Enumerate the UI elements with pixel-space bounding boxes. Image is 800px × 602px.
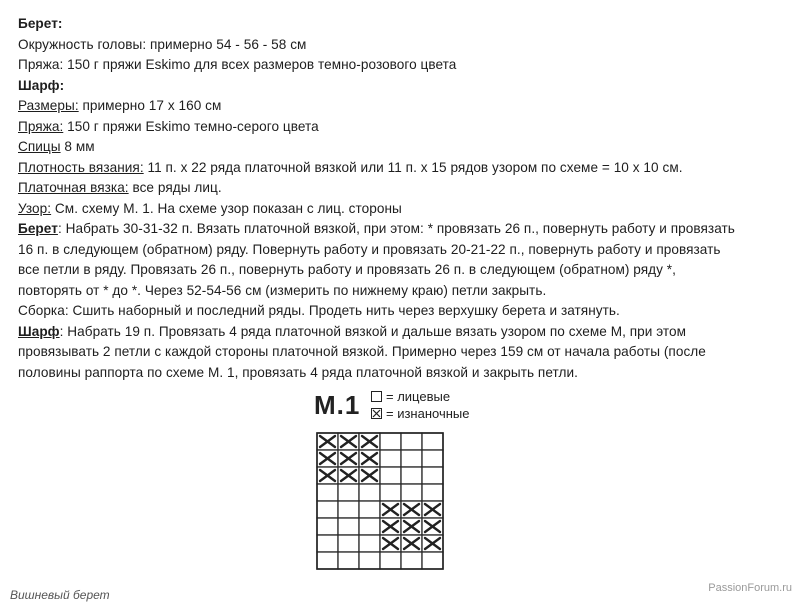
knit-stitch-cell bbox=[401, 552, 422, 569]
text-line bbox=[18, 322, 788, 343]
purl-stitch-cell bbox=[401, 518, 422, 535]
knit-stitch-cell bbox=[380, 552, 401, 569]
text-line bbox=[18, 342, 788, 363]
purl-stitch-cell bbox=[401, 501, 422, 518]
text-line bbox=[18, 281, 788, 302]
text-run: половины раппорта по схеме М. 1, провязать 4 ряда платочной вязкой и закрыть петли. bbox=[18, 364, 578, 380]
knit-stitch-cell bbox=[359, 535, 380, 552]
text-line bbox=[18, 301, 788, 322]
knit-stitch-cell bbox=[338, 518, 359, 535]
knit-stitch-cell bbox=[359, 518, 380, 535]
purl-stitch-cell bbox=[380, 518, 401, 535]
pattern-text bbox=[18, 14, 788, 383]
cross-mark bbox=[372, 409, 381, 418]
knit-stitch-cell bbox=[380, 433, 401, 450]
text-line bbox=[18, 14, 788, 35]
text-run: Окружность головы: примерно 54 - 56 - 58 см bbox=[18, 36, 307, 52]
text-run: Узор: bbox=[18, 200, 52, 216]
knit-stitch-cell bbox=[338, 501, 359, 518]
purl-stitch-cell bbox=[422, 518, 443, 535]
photo-caption: Вишневый берет bbox=[10, 588, 110, 602]
text-run: все петли в ряду. Провязать 26 п., повернуть работу и провязать 26 п. в следующем (обратном) ряду *, bbox=[18, 262, 676, 277]
chart-title: М.1 bbox=[314, 390, 361, 420]
text-line bbox=[18, 35, 788, 56]
knit-stitch-cell bbox=[359, 552, 380, 569]
purl-stitch-cell bbox=[317, 467, 338, 484]
text-run: Берет: bbox=[18, 16, 63, 31]
knit-stitch-cell bbox=[317, 518, 338, 535]
text-run: Шарф: bbox=[18, 77, 65, 93]
knit-stitch-cell bbox=[422, 467, 443, 484]
text-line bbox=[18, 199, 788, 220]
text-line bbox=[18, 363, 788, 384]
text-run: 150 г пряжи Eskimo темно-серого цвета bbox=[63, 118, 319, 134]
legend-item-purl bbox=[371, 406, 469, 421]
text-line bbox=[18, 158, 788, 179]
text-run: 8 мм bbox=[60, 139, 95, 154]
text-line bbox=[18, 219, 788, 240]
purl-stitch-cell bbox=[359, 467, 380, 484]
knit-stitch-cell bbox=[401, 484, 422, 501]
knit-stitch-cell bbox=[380, 484, 401, 501]
text-run: : Набрать 19 п. Провязать 4 ряда платочной вязкой и дальше вязать узором по схеме М, при этом bbox=[59, 323, 687, 339]
text-run: провязывать 2 петли с каждой стороны платочной вязкой. Примерно через 159 см от начала работы (после bbox=[18, 344, 706, 359]
knit-stitch-cell bbox=[401, 433, 422, 450]
purl-stitch-cell bbox=[338, 450, 359, 467]
text-line bbox=[18, 96, 788, 117]
purl-stitch-cell bbox=[359, 433, 380, 450]
knit-stitch-cell bbox=[380, 467, 401, 484]
legend-item-knit bbox=[371, 389, 450, 404]
purl-stitch-cell bbox=[338, 433, 359, 450]
purl-stitch-cell bbox=[317, 433, 338, 450]
text-run: Пряжа: 150 г пряжи Eskimo для всех размеров темно-розового цвета bbox=[18, 57, 457, 72]
knit-stitch-cell bbox=[317, 552, 338, 569]
blank-square-icon bbox=[371, 391, 382, 402]
crossed-square-icon bbox=[371, 408, 382, 419]
text-run: Размеры: bbox=[18, 98, 79, 113]
text-run: 16 п. в следующем (обратном) ряду. Повернуть работу и провязать 20-21-22 п., повернуть работу и провязать bbox=[18, 241, 721, 257]
knit-stitch-cell bbox=[359, 501, 380, 518]
knit-stitch-cell bbox=[380, 450, 401, 467]
knit-stitch-cell bbox=[338, 535, 359, 552]
knit-stitch-cell bbox=[422, 450, 443, 467]
purl-stitch-cell bbox=[422, 501, 443, 518]
text-run: Спицы bbox=[18, 139, 61, 154]
purl-stitch-cell bbox=[380, 535, 401, 552]
site-watermark: PassionForum.ru bbox=[708, 582, 792, 594]
text-line bbox=[18, 76, 788, 97]
knit-stitch-cell bbox=[317, 535, 338, 552]
purl-stitch-cell bbox=[317, 450, 338, 467]
knit-stitch-cell bbox=[359, 484, 380, 501]
knit-stitch-cell bbox=[338, 552, 359, 569]
knit-stitch-cell bbox=[317, 501, 338, 518]
knitting-chart bbox=[316, 432, 448, 572]
text-line bbox=[18, 55, 788, 76]
knit-stitch-cell bbox=[422, 484, 443, 501]
text-line bbox=[18, 117, 788, 138]
purl-stitch-cell bbox=[422, 535, 443, 552]
text-line bbox=[18, 137, 788, 158]
knit-stitch-cell bbox=[401, 450, 422, 467]
chart-legend bbox=[314, 388, 514, 428]
text-line bbox=[18, 178, 788, 199]
purl-stitch-cell bbox=[380, 501, 401, 518]
purl-stitch-cell bbox=[338, 467, 359, 484]
text-run: См. схему М. 1. На схеме узор показан с лиц. стороны bbox=[51, 200, 402, 216]
knit-stitch-cell bbox=[422, 433, 443, 450]
text-run: повторять от * до *. Через 52-54-56 см (измерить по нижнему краю) петли закрыть. bbox=[18, 282, 547, 298]
text-run: Пряжа: bbox=[18, 118, 64, 134]
legend-label-purl: = изнаночные bbox=[386, 406, 470, 421]
legend-label-knit: = лицевые bbox=[386, 389, 451, 404]
text-run: примерно 17 х 160 см bbox=[78, 98, 222, 113]
knit-stitch-cell bbox=[422, 552, 443, 569]
text-line bbox=[18, 240, 788, 261]
knit-stitch-cell bbox=[338, 484, 359, 501]
text-run: Плотность вязания: bbox=[18, 159, 144, 175]
text-run: 11 п. х 22 ряда платочной вязкой или 11 п. х 15 рядов узором по схеме = 10 х 10 см. bbox=[143, 159, 683, 175]
text-run: : Набрать 30-31-32 п. Вязать платочной вязкой, при этом: * провязать 26 п., повернуть работу и провязать bbox=[57, 221, 735, 236]
purl-stitch-cell bbox=[401, 535, 422, 552]
purl-stitch-cell bbox=[359, 450, 380, 467]
text-run: все ряды лиц. bbox=[128, 180, 222, 195]
text-run: Шарф bbox=[18, 323, 60, 339]
knit-stitch-cell bbox=[317, 484, 338, 501]
text-line bbox=[18, 260, 788, 281]
text-run: Платочная вязка: bbox=[18, 180, 129, 195]
text-run: Берет bbox=[18, 221, 58, 236]
knit-stitch-cell bbox=[401, 467, 422, 484]
text-run: Сборка: Сшить наборный и последний ряды. Продеть нить через верхушку берета и затянуть. bbox=[18, 303, 620, 318]
